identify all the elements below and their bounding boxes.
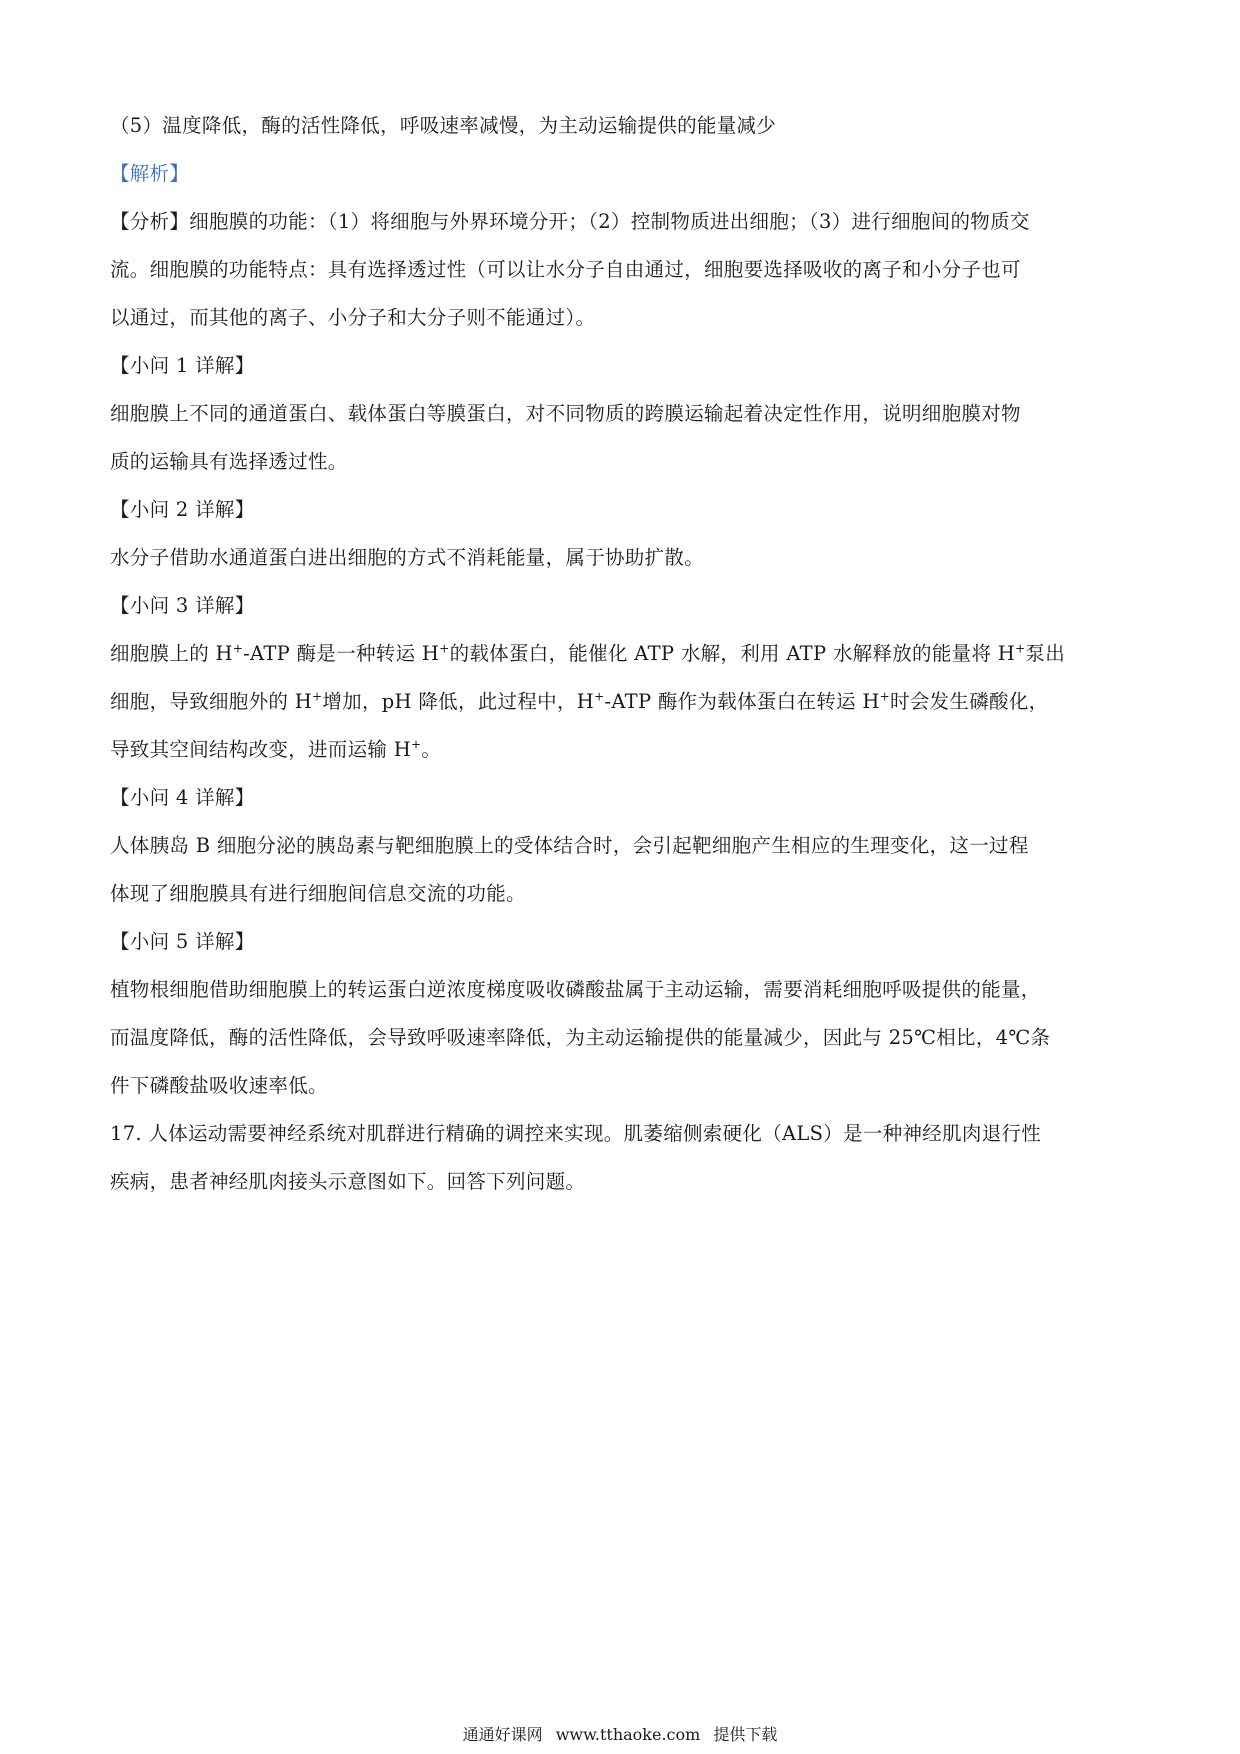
footer-url[interactable]: www.tthaoke.com bbox=[555, 1725, 701, 1744]
subquestion-1-heading: 【小问 1 详解】 bbox=[110, 354, 255, 377]
subquestion-5-line-3: 件下磷酸盐吸收速率低。 bbox=[110, 1074, 328, 1097]
text-segment: 的载体蛋白，能催化 ATP 水解，利用 ATP 水解释放的能量将 H bbox=[449, 642, 1016, 665]
text-segment: 增加，pH 降低，此过程中，H bbox=[322, 690, 595, 713]
superscript: + bbox=[879, 689, 891, 704]
page-footer bbox=[0, 1722, 1240, 1745]
superscript: + bbox=[232, 641, 244, 656]
question-17-line-2: 疾病，患者神经肌肉接头示意图如下。回答下列问题。 bbox=[110, 1170, 586, 1193]
subquestion-4-heading: 【小问 4 详解】 bbox=[110, 786, 255, 809]
subquestion-4-line-1: 人体胰岛 B 细胞分泌的胰岛素与靶细胞膜上的受体结合时，会引起靶细胞产生相应的生理变化，这一过程 bbox=[110, 834, 1029, 857]
subquestion-2-heading: 【小问 2 详解】 bbox=[110, 498, 255, 521]
superscript: + bbox=[1015, 641, 1026, 656]
text-segment: 。 bbox=[421, 738, 442, 761]
question-17-line-1: 17. 人体运动需要神经系统对肌群进行精确的调控来实现。肌萎缩侧索硬化（ALS）是一种神经肌肉退行性 bbox=[110, 1122, 1042, 1145]
subquestion-3-heading: 【小问 3 详解】 bbox=[110, 594, 255, 617]
superscript: + bbox=[439, 641, 450, 656]
text-segment: 泵出 bbox=[1025, 642, 1066, 665]
superscript: + bbox=[312, 689, 323, 704]
subquestion-3-line-2 bbox=[110, 678, 1140, 726]
answer-5: （5）温度降低，酶的活性降低，呼吸速率减慢，为主动运输提供的能量减少 bbox=[110, 114, 777, 137]
subquestion-3-line-1 bbox=[110, 630, 1140, 678]
analysis-line-1: 【分析】细胞膜的功能：（1）将细胞与外界环境分开；（2）控制物质进出细胞；（3）进行细胞间的物质交 bbox=[110, 210, 1030, 233]
footer-suffix: 提供下载 bbox=[713, 1725, 778, 1744]
text-segment: -ATP 酶是一种转运 H bbox=[243, 642, 440, 665]
text-segment: 导致其空间结构改变，进而运输 H bbox=[110, 738, 412, 761]
text-segment: -ATP 酶作为载体蛋白在转运 H bbox=[604, 690, 880, 713]
subquestion-5-line-1: 植物根细胞借助细胞膜上的转运蛋白逆浓度梯度吸收磷酸盐属于主动运输，需要消耗细胞呼吸提供的能量， bbox=[110, 978, 1041, 1001]
text-segment: 细胞膜上的 H bbox=[110, 642, 233, 665]
subquestion-5-heading: 【小问 5 详解】 bbox=[110, 930, 255, 953]
analysis-line-3: 以通过，而其他的离子、小分子和大分子则不能通过）。 bbox=[110, 306, 596, 329]
footer-site-name: 通通好课网 bbox=[462, 1725, 543, 1744]
analysis-heading: 【解析】 bbox=[110, 162, 190, 185]
subquestion-2-line-1: 水分子借助水通道蛋白进出细胞的方式不消耗能量，属于协助扩散。 bbox=[110, 546, 705, 569]
subquestion-3-line-3 bbox=[110, 726, 1140, 774]
subquestion-5-line-2: 而温度降低，酶的活性降低，会导致呼吸速率降低，为主动运输提供的能量减少，因此与 25℃相比，4℃条 bbox=[110, 1026, 1051, 1049]
superscript: + bbox=[594, 689, 605, 704]
document-body bbox=[110, 102, 1140, 1206]
subquestion-4-line-2: 体现了细胞膜具有进行细胞间信息交流的功能。 bbox=[110, 882, 526, 905]
text-segment: 时会发生磷酸化， bbox=[890, 690, 1049, 713]
text-segment: 细胞，导致细胞外的 H bbox=[110, 690, 313, 713]
subquestion-1-line-2: 质的运输具有选择透过性。 bbox=[110, 450, 348, 473]
analysis-line-2: 流。细胞膜的功能特点：具有选择透过性（可以让水分子自由通过，细胞要选择吸收的离子和小分子也可 bbox=[110, 258, 1021, 281]
subquestion-1-line-1: 细胞膜上不同的通道蛋白、载体蛋白等膜蛋白，对不同物质的跨膜运输起着决定性作用，说明细胞膜对物 bbox=[110, 402, 1021, 425]
superscript: + bbox=[411, 737, 422, 752]
